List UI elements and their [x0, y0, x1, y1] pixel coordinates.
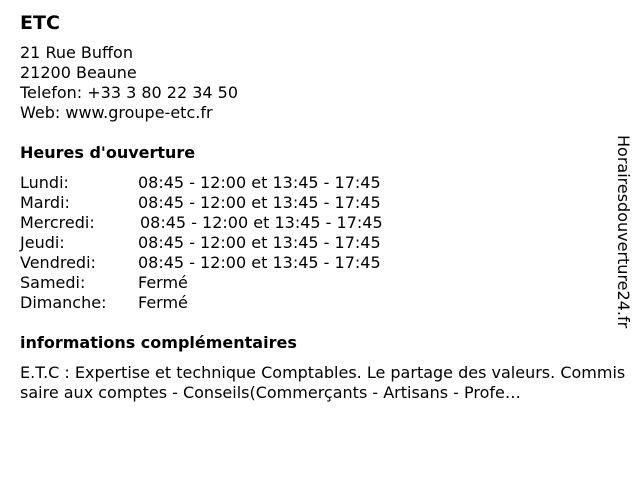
- day-hours: Fermé: [138, 293, 188, 312]
- day-label: Dimanche:: [20, 293, 107, 312]
- hours-row-friday: [20, 253, 620, 273]
- hours-row-tuesday: [20, 193, 620, 213]
- hours-row-saturday: [20, 273, 620, 293]
- day-label: Mardi:: [20, 193, 70, 212]
- info-heading: informations complémentaires: [20, 333, 297, 352]
- day-label: Lundi:: [20, 173, 69, 192]
- hours-table: [20, 173, 620, 313]
- info-description: E.T.C : Expertise et technique Comptables. Le partage des valeurs. Commissaire aux comptes - Conseils(Commerçants - Artisans - Profe…: [20, 363, 626, 402]
- business-name: ETC: [20, 12, 60, 34]
- web-line: Web: www.groupe-etc.fr: [20, 103, 213, 122]
- day-hours: 08:45 - 12:00 et 13:45 - 17:45: [138, 173, 381, 192]
- site-watermark: Horairesdouverture24.fr: [614, 135, 633, 329]
- address-street: 21 Rue Buffon: [20, 43, 133, 62]
- day-label: Mercredi:: [20, 213, 95, 232]
- address-city: 21200 Beaune: [20, 63, 137, 82]
- day-label: Vendredi:: [20, 253, 96, 272]
- day-hours: 08:45 - 12:00 et 13:45 - 17:45: [140, 213, 383, 232]
- phone-line: Telefon: +33 3 80 22 34 50: [20, 83, 239, 102]
- day-hours: 08:45 - 12:00 et 13:45 - 17:45: [138, 253, 381, 272]
- day-label: Jeudi:: [20, 233, 65, 252]
- day-hours: 08:45 - 12:00 et 13:45 - 17:45: [138, 233, 381, 252]
- hours-heading: Heures d'ouverture: [20, 143, 196, 162]
- address-block: [20, 43, 620, 123]
- hours-row-thursday: [20, 233, 620, 253]
- hours-row-monday: [20, 173, 620, 193]
- hours-row-sunday: [20, 293, 620, 313]
- day-hours: 08:45 - 12:00 et 13:45 - 17:45: [138, 193, 381, 212]
- hours-row-wednesday: [20, 213, 620, 233]
- day-hours: Fermé: [138, 273, 188, 292]
- day-label: Samedi:: [20, 273, 86, 292]
